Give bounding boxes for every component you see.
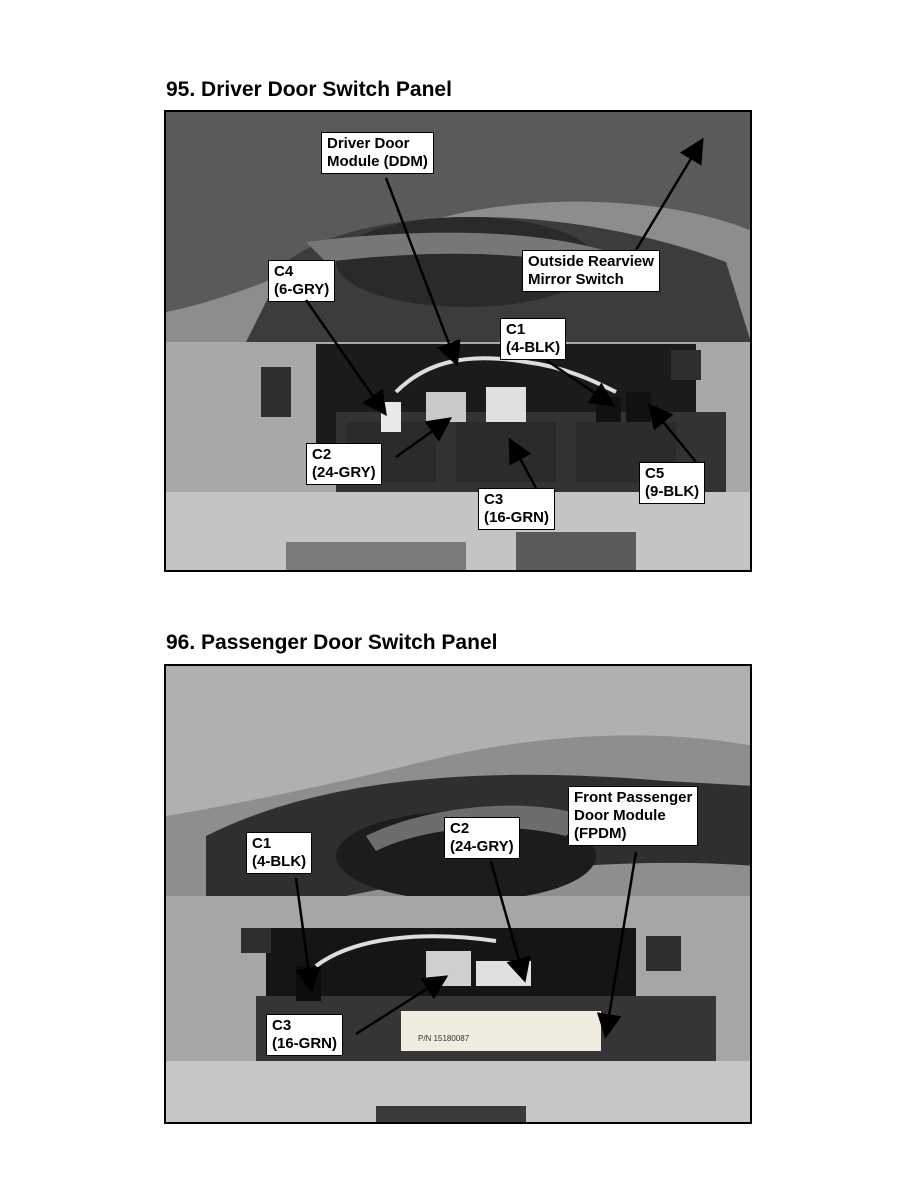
callout-c3: C3 (16-GRN) bbox=[266, 1014, 343, 1056]
callout-ddm: Driver Door Module (DDM) bbox=[321, 132, 434, 174]
callout-c1: C1 (4-BLK) bbox=[500, 318, 566, 360]
callout-c3: C3 (16-GRN) bbox=[478, 488, 555, 530]
callout-c2: C2 (24-GRY) bbox=[306, 443, 382, 485]
passenger-door-photo bbox=[164, 664, 752, 1124]
callout-mirror-switch: Outside Rearview Mirror Switch bbox=[522, 250, 660, 292]
driver-door-photo bbox=[164, 110, 752, 572]
passenger-door-photo-illustration bbox=[166, 666, 752, 1124]
callout-c5: C5 (9-BLK) bbox=[639, 462, 705, 504]
callout-c4: C4 (6-GRY) bbox=[268, 260, 335, 302]
callout-fpdm: Front Passenger Door Module (FPDM) bbox=[568, 786, 698, 846]
figure-95-title: 95. Driver Door Switch Panel bbox=[166, 78, 452, 101]
figure-96-title: 96. Passenger Door Switch Panel bbox=[166, 631, 498, 654]
part-number-label: P/N 15180087 bbox=[418, 1034, 470, 1043]
callout-c2: C2 (24-GRY) bbox=[444, 817, 520, 859]
callout-c1: C1 (4-BLK) bbox=[246, 832, 312, 874]
